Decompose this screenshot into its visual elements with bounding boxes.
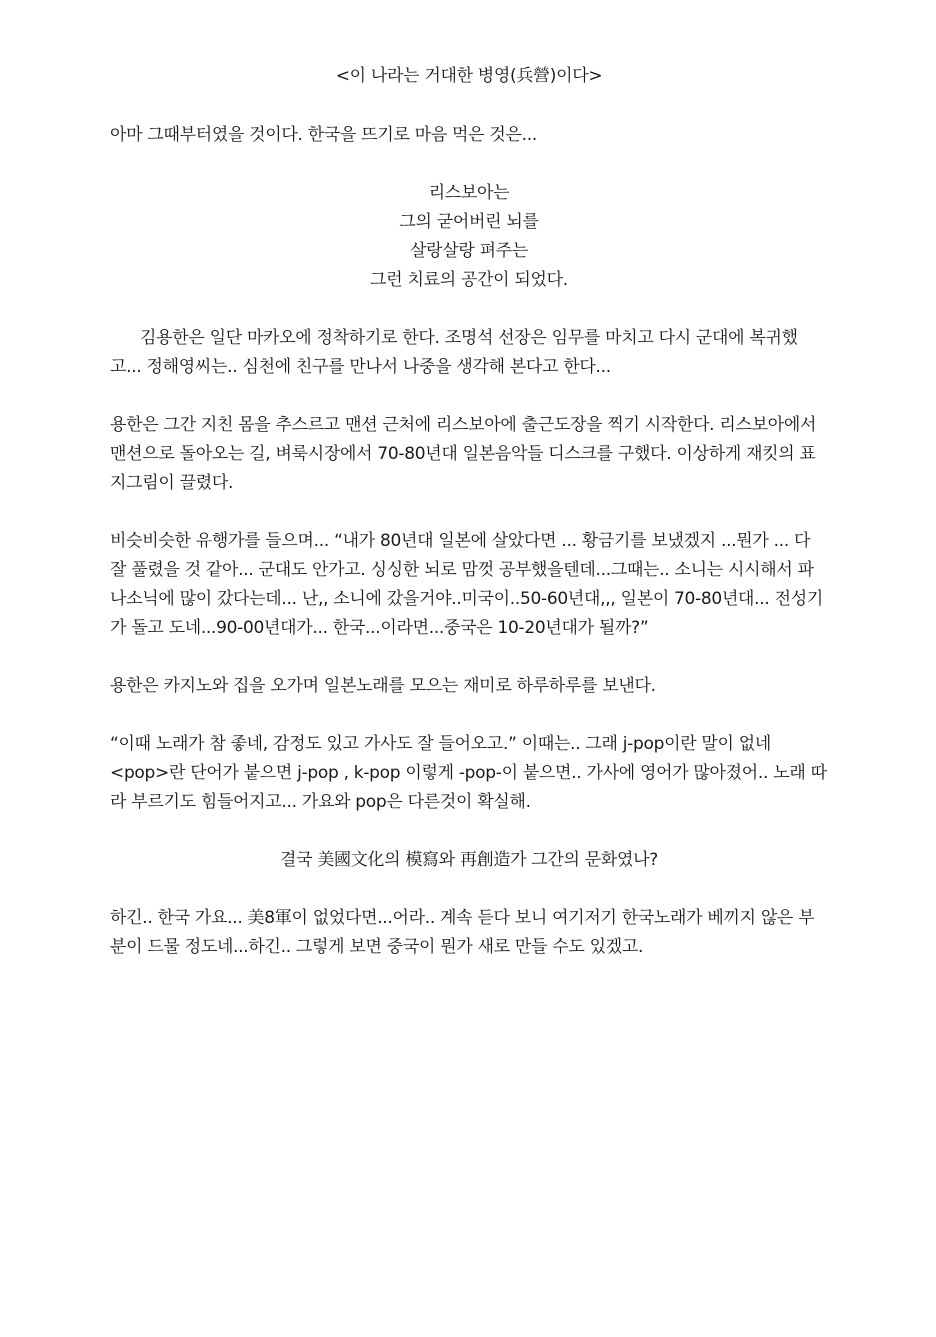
body-paragraph-7: 하긴.. 한국 가요... 美8軍이 없었다면...어라.. 계속 듣다 보니 여기저기 한국노래가 베끼지 않은 부분이 드물 정도네...하긴.. 그렇게 보면 중국이 뭔가 새로 만들 수도 있겠고. (110, 908, 815, 957)
poem-line: 리스보아는 (428, 183, 510, 203)
body-paragraph-6: 결국 美國文化의 模寫와 再創造가 그간의 문화였나? (279, 850, 658, 870)
body-paragraph-2: 용한은 그간 지친 몸을 추스르고 맨션 근처에 리스보아에 출근도장을 찍기 시작한다. 리스보아에서 맨션으로 돌아오는 길, 벼룩시장에서 70-80년대 일본음악들 디스크를 구했다. 이상하게 재킷의 표지그림이 끌렸다. (110, 415, 817, 493)
document-page (110, 62, 828, 991)
body-paragraph-3: 비슷비슷한 유행가를 들으며... “내가 80년대 일본에 살았다면 ... 황금기를 보냈겠지 ...뭔가 ... 다 잘 풀렸을 것 같아... 군대도 안가고. 싱싱한 뇌로 맘껏 공부했을텐데...그때는.. 소니는 시시해서 파나소닉에 많이 갔다는데... 난,, 소니에 갔을거야..미국이..50-60년대,,, 일본이 70-80년대... 전성기가 돌고 도네...90-00년대가... 한국...이라면...중국은 10-20년대가 될까?” (110, 531, 823, 638)
poem-line: 그의 굳어버린 뇌를 (399, 212, 539, 232)
poem-line: 살랑살랑 펴주는 (410, 241, 528, 261)
poem-stanza (110, 179, 828, 295)
body-paragraph-4: 용한은 카지노와 집을 오가며 일본노래를 모으는 재미로 하루하루를 보낸다. (110, 676, 656, 696)
document-title: <이 나라는 거대한 병영(兵營)이다> (335, 66, 603, 86)
body-paragraph-5: “이때 노래가 참 좋네, 감정도 있고 가사도 잘 들어오고.” 이때는.. 그래 j-pop이란 말이 없네 <pop>란 단어가 붙으면 j-pop , k-pop 이렇게 -pop-이 붙으면.. 가사에 영어가 많아졌어.. 노래 따라 부르기도 힘들어지고... 가요와 pop은 다른것이 확실해. (110, 734, 827, 812)
body-paragraph-1: 김용한은 일단 마카오에 정착하기로 한다. 조명석 선장은 임무를 마치고 다시 군대에 복귀했고... 정해영씨는.. 심천에 친구를 만나서 나중을 생각해 본다고 한다... (110, 328, 798, 377)
poem-line: 그런 치료의 공간이 되었다. (370, 270, 568, 290)
intro-paragraph: 아마 그때부터였을 것이다. 한국을 뜨기로 마음 먹은 것은... (110, 125, 537, 145)
